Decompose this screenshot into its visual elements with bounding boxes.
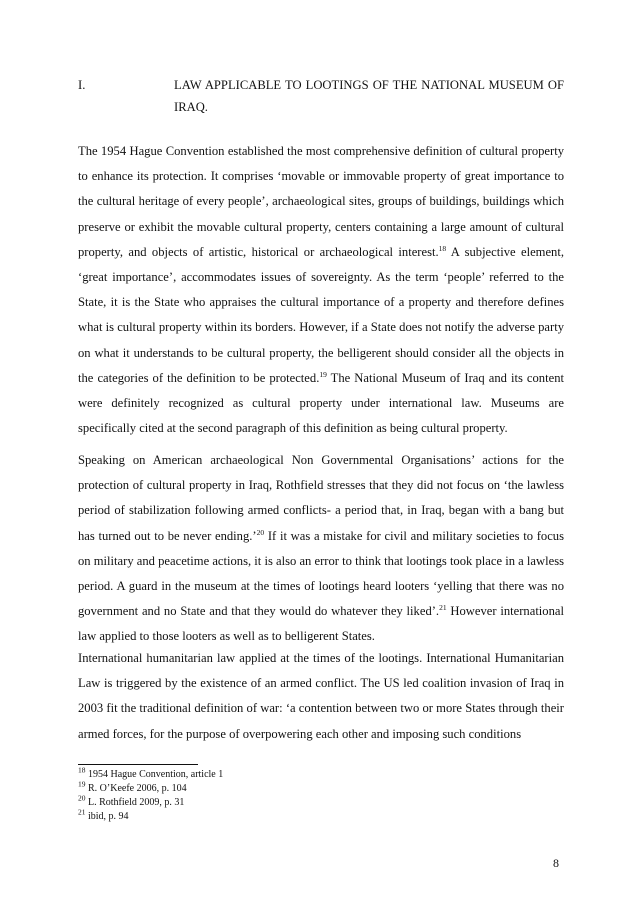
- footnote-number: 20: [78, 793, 86, 803]
- page-number: 8: [553, 856, 559, 870]
- paragraph-text: If it was a mistake for civil and military societies to focus on military and peacetime actions, it is also an error to think that lootings took place in a lawless period. A guard in the museum at the times of lootings heard looters ‘yelling that there was no government and no State and that they would do whatever they liked’.: [78, 528, 565, 619]
- footnote-separator: [78, 764, 198, 765]
- paragraph-humanitarian-law: [78, 646, 564, 747]
- footnote-item: [78, 779, 223, 796]
- paragraph-cultural-property: [78, 139, 564, 441]
- footnote-number: 18: [78, 765, 86, 775]
- footnote-text: R. O’Keefe 2006, p. 104: [85, 783, 187, 794]
- footnote-text: L. Rothfield 2009, p. 31: [85, 797, 185, 808]
- paragraph-lawless-period: [78, 448, 564, 650]
- section-number: I.: [78, 78, 86, 92]
- footnote-ref-20[interactable]: 20: [256, 527, 265, 537]
- footnote-ref-18[interactable]: 18: [438, 243, 447, 253]
- footnote-item: [78, 807, 223, 824]
- section-title: LAW APPLICABLE TO LOOTINGS OF THE NATIONAL MUSEUM OF IRAQ.: [174, 78, 564, 114]
- footnote-number: 21: [78, 807, 86, 817]
- paragraph-text: However international law applied to those looters as well as to belligerent States.: [78, 604, 564, 644]
- paragraph-text: The 1954 Hague Convention established the most comprehensive definition of cultural property to enhance its protection. It comprises ‘movable or immovable property of great importance to the cultural heritage of every people’, archaeological sites, groups of buildings, buildings which preserve or exhibit the movable cultural property, centers containing a large amount of cultural property, and objects of artistic, historical or archaeological interest.: [78, 144, 564, 259]
- footnote-item: [78, 765, 224, 782]
- paragraph-text: The National Museum of Iraq and its content were definitely recognized as cultural property under international law. Museums are specifically cited at the second paragraph of this definition as being cultural property.: [78, 370, 564, 436]
- paragraph-text: Speaking on American archaeological Non Governmental Organisations’ actions for the protection of cultural property in Iraq, Rothfield stresses that they did not focus on ‘the lawless period of stabilization following armed conflicts- a period that, in Iraq, began with a bang but has turned out to be never ending.’: [78, 453, 564, 543]
- paragraph-text: International humanitarian law applied at the times of the lootings. International Humanitarian Law is triggered by the existence of an armed conflict. The US led coalition invasion of Iraq in 2003 fit the traditional definition of war: ‘a contention between two or more States through their armed forces, for the purpose of overpowering each other and imposing such conditions: [78, 651, 564, 741]
- footnotes: [78, 765, 224, 824]
- footnote-text: ibid, p. 94: [85, 811, 129, 822]
- footnote-item: [78, 793, 223, 810]
- paragraph-text: A subjective element, ‘great importance’, accommodates issues of sovereignty. As the term ‘people’ referred to the State, it is the State who appraises the cultural importance of a property and therefore defines what is cultural property within its borders. However, if a State does not notify the adverse party on what it understands to be cultural property, the belligerent should consider all the objects in the categories of the definition to be protected.: [78, 244, 564, 385]
- footnote-ref-21[interactable]: 21: [439, 603, 447, 613]
- footnote-ref-19[interactable]: 19: [319, 369, 327, 379]
- footnote-number: 19: [78, 779, 86, 789]
- footnote-text: 1954 Hague Convention, article 1: [85, 769, 224, 780]
